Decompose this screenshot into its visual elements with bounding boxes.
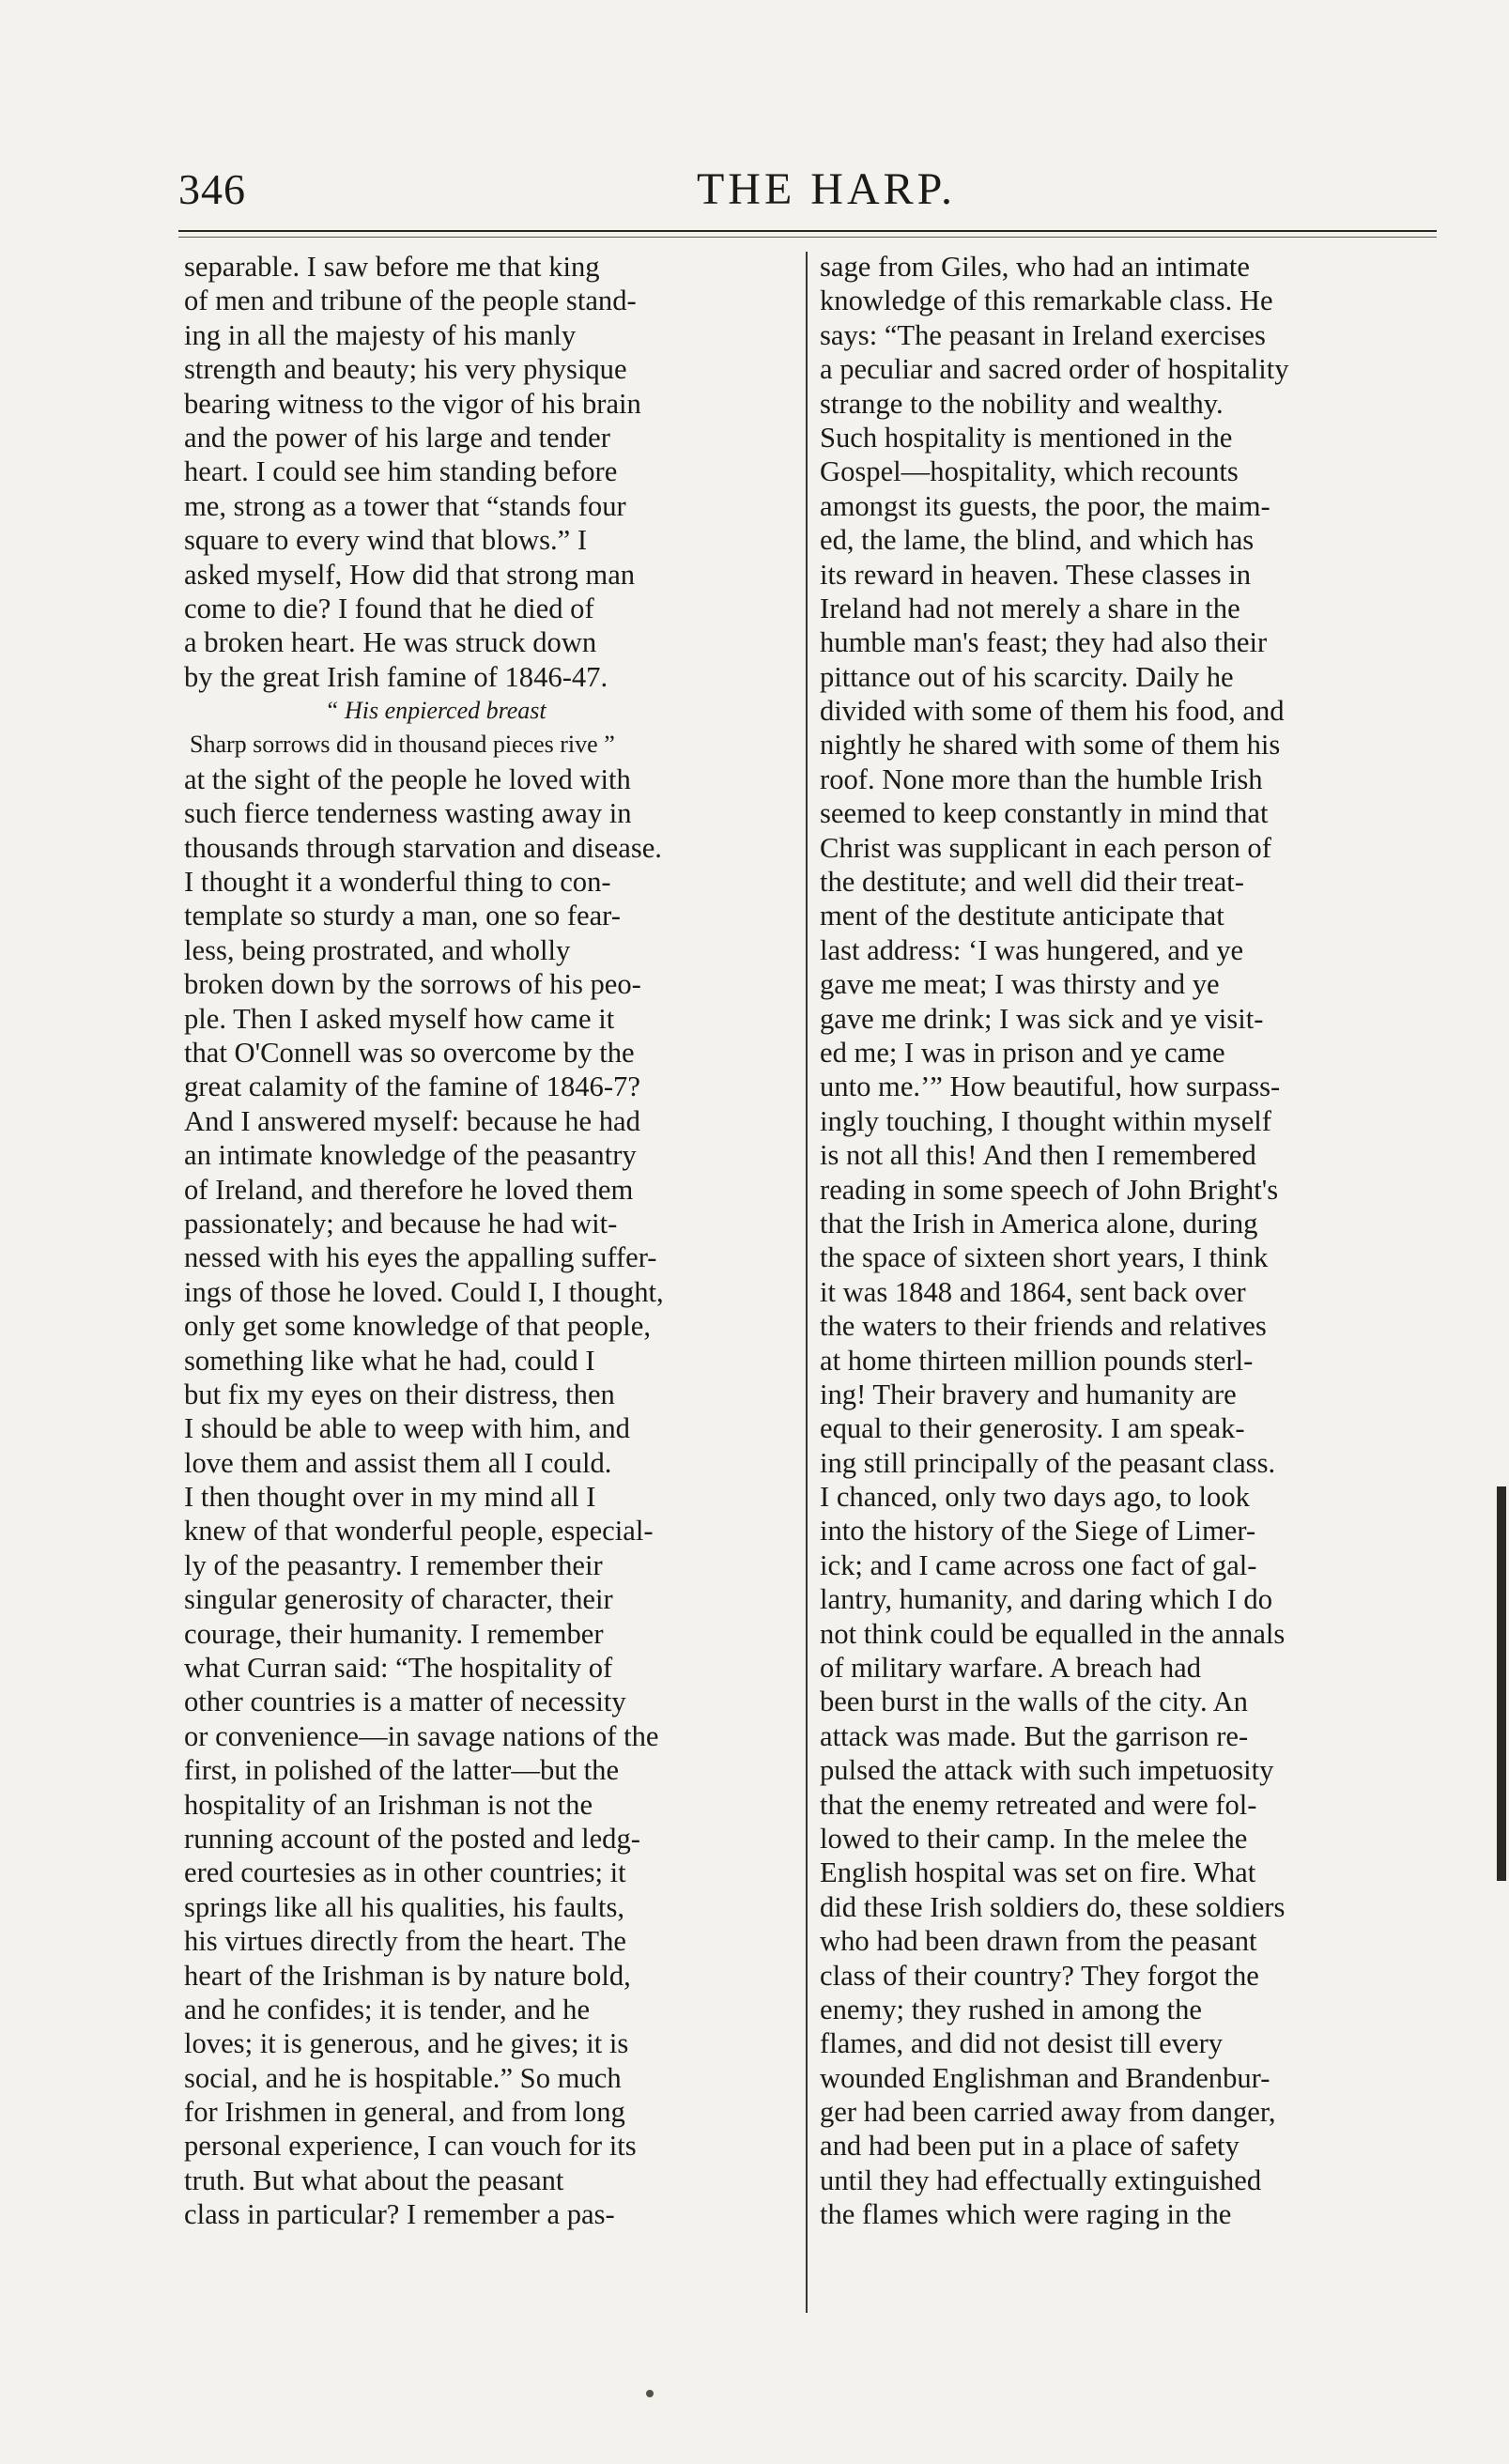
text-line: class of their country? They forgot the [820,1959,1259,1992]
text-line: other countries is a matter of necessity [184,1686,626,1718]
text-line: running account of the posted and ledg- [184,1822,640,1855]
text-line: or convenience—in savage nations of the [184,1719,659,1752]
text-line: ered courtesies as in other countries; it [184,1856,626,1889]
quote-line: Sharp sorrows did in thousand pieces rive ” [190,731,615,759]
text-line: heart. I could see him standing before [184,455,618,488]
text-line: the waters to their friends and relatives [820,1310,1267,1343]
text-line: divided with some of them his food, and [820,695,1285,728]
text-line: I chanced, only two days ago, to look [820,1481,1250,1514]
text-line: gave me meat; I was thirsty and ye [820,968,1220,1001]
text-line: template so sturdy a man, one so fear- [184,900,621,932]
text-line: nightly he shared with some of them his [820,729,1281,762]
text-line: such fierce tenderness wasting away in [184,797,632,830]
text-line: humble man's feast; they had also their [820,626,1268,659]
header-rule [178,230,1437,232]
text-line: but fix my eyes on their distress, then [184,1378,615,1410]
text-line: asked myself, How did that strong man [184,558,636,591]
text-line: been burst in the walls of the city. An [820,1686,1248,1718]
text-line: at the sight of the people he loved with [184,762,631,795]
text-line: until they had effectually extinguished [820,2164,1262,2196]
text-line: less, being prostrated, and wholly [184,933,571,966]
text-line: enemy; they rushed in among the [820,1993,1202,2025]
text-line: pittance out of his scarcity. Daily he [820,660,1234,693]
text-line: last address: ‘I was hungered, and ye [820,933,1244,966]
page-header [178,162,1437,227]
text-line: the space of sixteen short years, I think [820,1241,1269,1274]
text-line: something like what he had, could I [184,1344,595,1377]
text-line: social, and he is hospitable.” So much [184,2061,622,2094]
text-line: English hospital was set on fire. What [820,1856,1256,1889]
text-line: strange to the nobility and wealthy. [820,387,1224,420]
left-column [184,250,800,2232]
text-line: singular generosity of character, their [184,1583,613,1616]
text-line: knew of that wonderful people, especial- [184,1515,654,1548]
text-line: pulsed the attack with such impetuosity [820,1754,1274,1787]
text-line: and the power of his large and tender [184,421,610,454]
text-line: of Ireland, and therefore he loved them [184,1173,634,1206]
text-line: who had been drawn from the peasant [820,1925,1257,1958]
text-line: only get some knowledge of that people, [184,1310,652,1343]
text-line: And I answered myself: because he had [184,1104,640,1137]
text-line: not think could be equalled in the annals [820,1617,1286,1650]
text-line: lantry, humanity, and daring which I do [820,1583,1273,1616]
page-number: 346 [178,165,246,213]
text-line: seemed to keep constantly in mind that [820,797,1269,830]
text-line: an intimate knowledge of the peasantry [184,1139,637,1172]
verse-quote [184,694,800,762]
text-line: and he confides; it is tender, and he [184,1993,591,2025]
text-line: nessed with his eyes the appalling suffer- [184,1241,657,1274]
text-line: that O'Connell was so overcome by the [184,1036,635,1069]
column-divider [806,252,808,2313]
text-line: I should be able to weep with him, and [184,1412,630,1445]
quote-line: “ His enpierced breast [325,697,547,725]
text-line: attack was made. But the garrison re- [820,1719,1249,1752]
text-line: ing! Their bravery and humanity are [820,1378,1237,1410]
text-line: knowledge of this remarkable class. He [820,285,1273,317]
text-line: says: “The peasant in Ireland exercises [820,318,1266,351]
text-line: come to die? I found that he died of [184,592,594,624]
text-line: that the enemy retreated and were fol- [820,1788,1257,1821]
text-line: I thought it a wonderful thing to con- [184,866,611,899]
text-line: that the Irish in America alone, during [820,1207,1258,1240]
text-line: is not all this! And then I remembered [820,1139,1256,1172]
text-line: wounded Englishman and Brandenbur- [820,2061,1270,2094]
text-line: ings of those he loved. Could I, I thought, [184,1275,664,1308]
text-line: flames, and did not desist till every [820,2027,1224,2060]
text-line: ick; and I came across one fact of gal- [820,1548,1257,1581]
text-line: heart of the Irishman is by nature bold, [184,1959,631,1992]
page-edge-mark [1497,1486,1506,1881]
ink-spot [646,2390,654,2397]
text-line: separable. I saw before me that king [184,251,600,283]
text-line: me, strong as a tower that “stands four [184,489,626,522]
text-line: ger had been carried away from danger, [820,2096,1276,2129]
text-line: strength and beauty; his very physique [184,353,627,386]
text-line: for Irishmen in general, and from long [184,2096,625,2129]
text-line: by the great Irish famine of 1846-47. [184,660,608,693]
text-line: a broken heart. He was struck down [184,626,597,659]
text-line: unto me.’” How beautiful, how surpass- [820,1070,1281,1103]
text-line: I then thought over in my mind all I [184,1481,596,1514]
text-line: ing still principally of the peasant class. [820,1446,1276,1479]
text-line: ed, the lame, the blind, and which has [820,524,1255,557]
text-line: springs like all his qualities, his faults, [184,1890,625,1923]
text-line: Gospel—hospitality, which recounts [820,455,1239,488]
text-line: amongst its guests, the poor, the maim- [820,489,1270,522]
text-line: its reward in heaven. These classes in [820,558,1252,591]
header-rule-thin [178,237,1437,238]
text-line: bearing witness to the vigor of his brain [184,387,641,420]
running-title: THE HARP. [696,164,957,214]
text-line: square to every wind that blows.” I [184,524,588,557]
text-line: first, in polished of the latter—but the [184,1754,620,1787]
text-line: courage, their humanity. I remember [184,1617,604,1650]
text-line: and had been put in a place of safety [820,2130,1240,2163]
text-line: roof. None more than the humble Irish [820,762,1263,795]
text-line: ment of the destitute anticipate that [820,900,1224,932]
text-line: Ireland had not merely a share in the [820,592,1240,624]
text-line: ple. Then I asked myself how came it [184,1002,615,1035]
text-line: lowed to their camp. In the melee the [820,1822,1248,1855]
text-line: the destitute; and well did their treat- [820,866,1244,899]
text-line: equal to their generosity. I am speak- [820,1412,1245,1445]
text-line: Christ was supplicant in each person of [820,831,1271,864]
text-line: love them and assist them all I could. [184,1446,612,1479]
text-line: a peculiar and sacred order of hospitality [820,353,1289,386]
text-line: at home thirteen million pounds sterl- [820,1344,1254,1377]
text-line: loves; it is generous, and he gives; it is [184,2027,629,2060]
text-line: reading in some speech of John Bright's [820,1173,1279,1206]
text-line: of military warfare. A breach had [820,1652,1202,1685]
text-line: great calamity of the famine of 1846-7? [184,1070,640,1103]
text-line: truth. But what about the peasant [184,2164,564,2196]
text-line: into the history of the Siege of Limer- [820,1515,1256,1548]
text-line: hospitality of an Irishman is not the [184,1788,593,1821]
text-line: personal experience, I can vouch for its [184,2130,637,2163]
text-line: what Curran said: “The hospitality of [184,1652,613,1685]
text-line: it was 1848 and 1864, sent back over [820,1275,1246,1308]
text-line: his virtues directly from the heart. The [184,1925,626,1958]
text-line: ly of the peasantry. I remember their [184,1548,603,1581]
text-line: broken down by the sorrows of his peo- [184,968,641,1001]
text-line: did these Irish soldiers do, these soldiers [820,1890,1286,1923]
text-line: sage from Giles, who had an intimate [820,251,1250,283]
text-line: gave me drink; I was sick and ye visit- [820,1002,1264,1035]
text-line: ing in all the majesty of his manly [184,318,577,351]
text-line: ingly touching, I thought within myself [820,1104,1271,1137]
text-line: Such hospitality is mentioned in the [820,421,1233,454]
right-column [820,250,1436,2232]
text-line: ed me; I was in prison and ye came [820,1036,1225,1069]
text-line: the flames which were raging in the [820,2198,1232,2231]
text-line: class in particular? I remember a pas- [184,2198,615,2231]
text-line: passionately; and because he had wit- [184,1207,618,1240]
text-line: of men and tribune of the people stand- [184,285,637,317]
text-line: thousands through starvation and disease. [184,831,662,864]
